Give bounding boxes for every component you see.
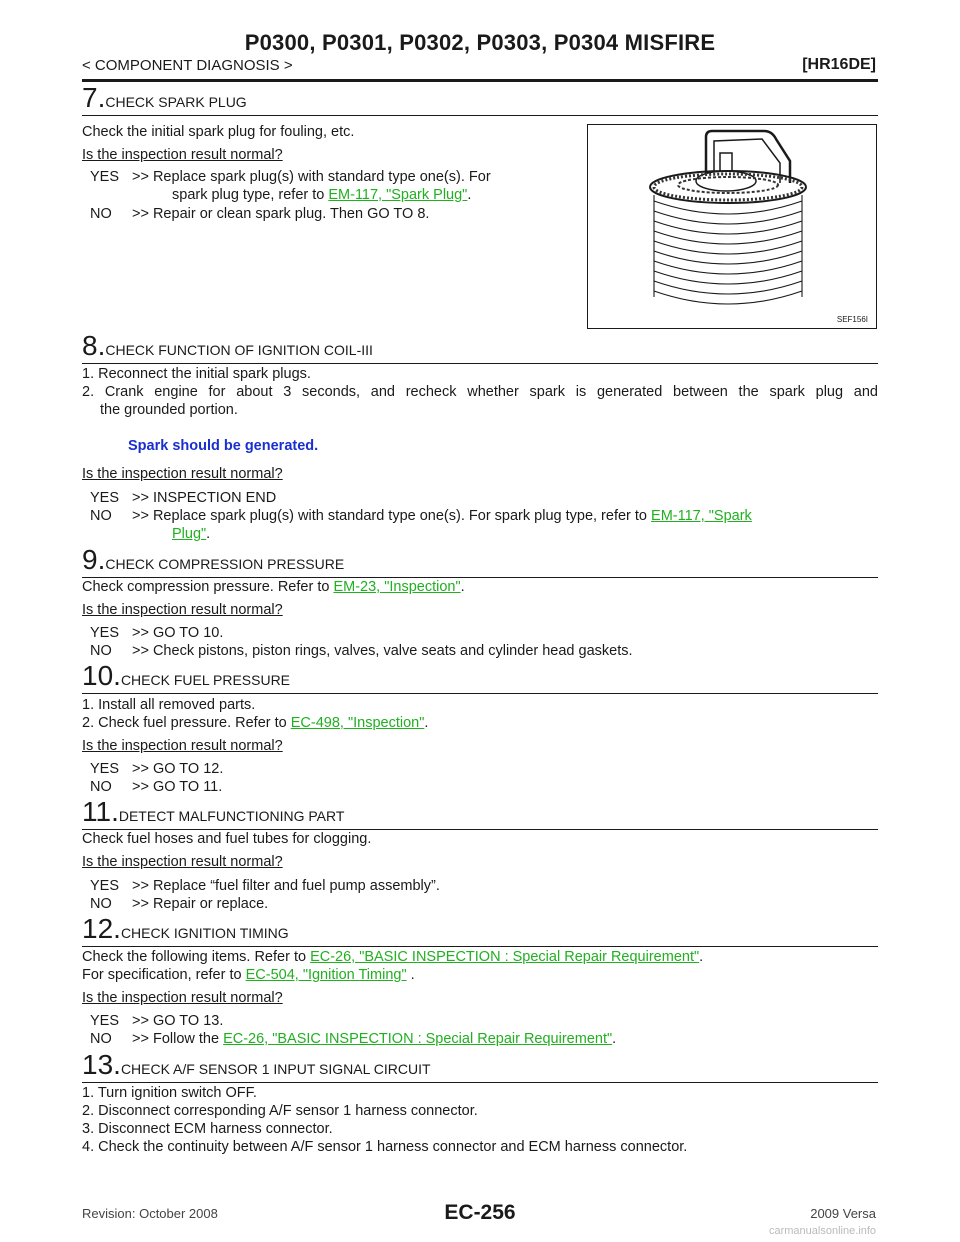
link-em-117-spark-plug[interactable]: EM-117, "Spark [651,508,752,524]
step-10-question: Is the inspection result normal? [82,738,283,754]
step-number: 9 [82,544,98,575]
step-title: DETECT MALFUNCTIONING PART [118,808,345,824]
step-10-heading: 10.CHECK FUEL PRESSURE [82,662,878,694]
step-8-no-cont: Plug". [172,526,211,542]
step-9-heading: 9.CHECK COMPRESSION PRESSURE [82,546,878,578]
page-number: EC-256 [444,1201,516,1224]
step-title: CHECK FUNCTION OF IGNITION COIL-III [105,342,373,358]
step-number: 8 [82,330,98,361]
watermark: carmanualsonline.info [768,1225,876,1237]
step-title: CHECK A/F SENSOR 1 INPUT SIGNAL CIRCUIT [120,1061,431,1077]
page-title: P0300, P0301, P0302, P0303, P0304 MISFIRE [244,30,716,55]
link-ec-498-inspection[interactable]: EC-498, "Inspection" [290,715,425,731]
step-8-item-2-cont: the grounded portion. [100,402,238,418]
section-name: < COMPONENT DIAGNOSIS > [82,57,293,74]
link-em-117-spark-plug-cont[interactable]: Plug" [172,526,207,542]
step-12-line-2: For specification, refer to EC-504, "Ignition Timing" . [82,967,415,983]
step-13-item-3: 3. Disconnect ECM harness connector. [82,1121,333,1137]
step-11-heading: 11.DETECT MALFUNCTIONING PART [82,798,878,830]
spark-plug-illustration [588,125,876,328]
figure-label: SEF156I [836,315,868,324]
step-8-item-2: 2. Crank engine for about 3 seconds, and recheck whether spark is generated between the spark plug and [82,384,878,400]
step-12-line-1: Check the following items. Refer to EC-26, "BASIC INSPECTION : Special Repair Requirement". [82,949,704,965]
revision-date: Revision: October 2008 [82,1206,218,1221]
step-7-heading: 7.CHECK SPARK PLUG [82,84,878,116]
step-9-question: Is the inspection result normal? [82,602,283,618]
step-13-item-4: 4. Check the continuity between A/F sensor 1 harness connector and ECM harness connector. [82,1139,688,1155]
step-13-heading: 13.CHECK A/F SENSOR 1 INPUT SIGNAL CIRCUIT [82,1051,878,1083]
step-7-instruction: Check the initial spark plug for fouling, etc. [82,124,355,140]
link-em-23-inspection[interactable]: EM-23, "Inspection" [333,579,461,595]
step-title: CHECK FUEL PRESSURE [120,672,291,688]
step-number: 10 [82,660,114,691]
link-ec-504-ignition-timing[interactable]: EC-504, "Ignition Timing" [245,967,407,983]
step-11-instruction: Check fuel hoses and fuel tubes for clogging. [82,831,372,847]
step-13-item-1: 1. Turn ignition switch OFF. [82,1085,257,1101]
step-13-item-2: 2. Disconnect corresponding A/F sensor 1 harness connector. [82,1103,478,1119]
header-divider [82,79,878,82]
step-number: 11 [82,796,112,827]
step-9-instruction: Check compression pressure. Refer to EM-23, "Inspection". [82,579,465,595]
step-title: CHECK IGNITION TIMING [120,925,289,941]
step-number: 13 [82,1049,114,1080]
step-7-question: Is the inspection result normal? [82,147,283,163]
step-10-item-1: 1. Install all removed parts. [82,697,256,713]
step-12-question: Is the inspection result normal? [82,990,283,1006]
step-7-yes-cont: spark plug type, refer to EM-117, "Spark Plug". [172,187,472,203]
step-number: 7 [82,82,98,113]
link-ec-26-basic-inspection[interactable]: EC-26, "BASIC INSPECTION : Special Repair Requirement" [223,1031,613,1047]
step-12-heading: 12.CHECK IGNITION TIMING [82,915,878,947]
engine-code: [HR16DE] [802,56,876,73]
spec-spark-generated: Spark should be generated. [128,438,319,454]
model-year: 2009 Versa [810,1206,876,1221]
step-10-item-2: 2. Check fuel pressure. Refer to EC-498, "Inspection". [82,715,429,731]
step-11-question: Is the inspection result normal? [82,854,283,870]
step-title: CHECK COMPRESSION PRESSURE [105,556,345,572]
spark-plug-figure [587,124,877,329]
link-ec-26-basic-inspection[interactable]: EC-26, "BASIC INSPECTION : Special Repair Requirement" [310,949,700,965]
step-8-item-1: 1. Reconnect the initial spark plugs. [82,366,311,382]
step-8-heading: 8.CHECK FUNCTION OF IGNITION COIL-III [82,332,878,364]
step-title: CHECK SPARK PLUG [105,94,247,110]
step-number: 12 [82,913,114,944]
step-8-question: Is the inspection result normal? [82,466,283,482]
link-em-117-spark-plug[interactable]: EM-117, "Spark Plug" [328,187,468,203]
